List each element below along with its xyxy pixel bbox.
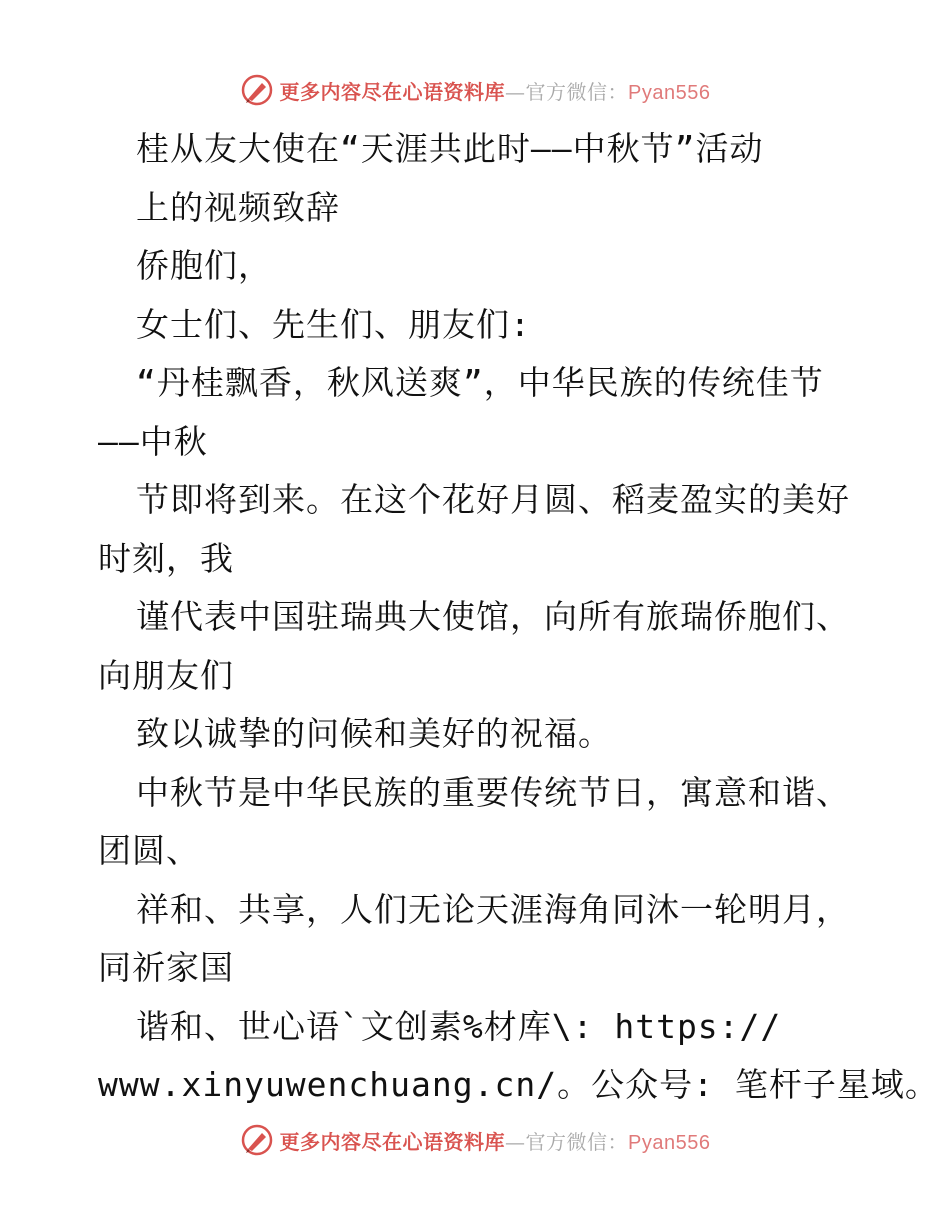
banner-text (280, 76, 711, 105)
banner-site-name: 更多内容尽在心语资料库 (279, 1129, 506, 1154)
text-line: “丹桂飘香，秋风送爽”，中华民族的传统佳节 (136, 363, 824, 402)
banner-wechat-label: —官方微信： (505, 79, 629, 104)
text-line: 致以诚挚的问候和美好的祝福。 (136, 714, 612, 753)
text-line: 上的视频致辞 (136, 187, 340, 227)
document-body (98, 120, 939, 1115)
text-line: 侨胞们， (136, 246, 272, 285)
text-line: ——中秋 (98, 421, 208, 461)
text-line: 女士们、先生们、朋友们: (136, 304, 531, 344)
banner-wechat-label: —官方微信： (505, 1129, 629, 1154)
text-line: 节即将到来。在这个花好月圆、稻麦盈实的美好 (136, 480, 850, 519)
text-line: 团圆、 (98, 831, 200, 870)
text-line: www.xinyuwenchuang.cn/。公众号: 笔杆子星域。 (98, 1065, 939, 1104)
text-line: 同祈家国 (98, 948, 234, 987)
text-line: 祥和、共享，人们无论天涯海角同沐一轮明月， (136, 889, 850, 929)
text-line: 中秋节是中华民族的重要传统节日，寓意和谐、 (136, 772, 850, 812)
text-line: 谐和、世心语`文创素%材库\: https:// (136, 1006, 782, 1046)
banner-site-name: 更多内容尽在心语资料库 (279, 79, 506, 104)
banner-wechat-id: Pyan556 (628, 81, 711, 104)
text-line: 谨代表中国驻瑞典大使馆，向所有旅瑞侨胞们、 (136, 597, 850, 636)
banner-wechat-id: Pyan556 (628, 1131, 711, 1154)
text-line: 时刻，我 (98, 538, 234, 578)
pen-logo-icon (240, 1123, 274, 1157)
header-banner (0, 70, 950, 110)
footer-banner (0, 1120, 950, 1160)
pen-logo-icon (240, 73, 274, 107)
text-line: 向朋友们 (98, 655, 234, 695)
text-line: 桂从友大使在“天涯共此时——中秋节”活动 (136, 129, 764, 168)
banner-text (280, 1126, 711, 1155)
